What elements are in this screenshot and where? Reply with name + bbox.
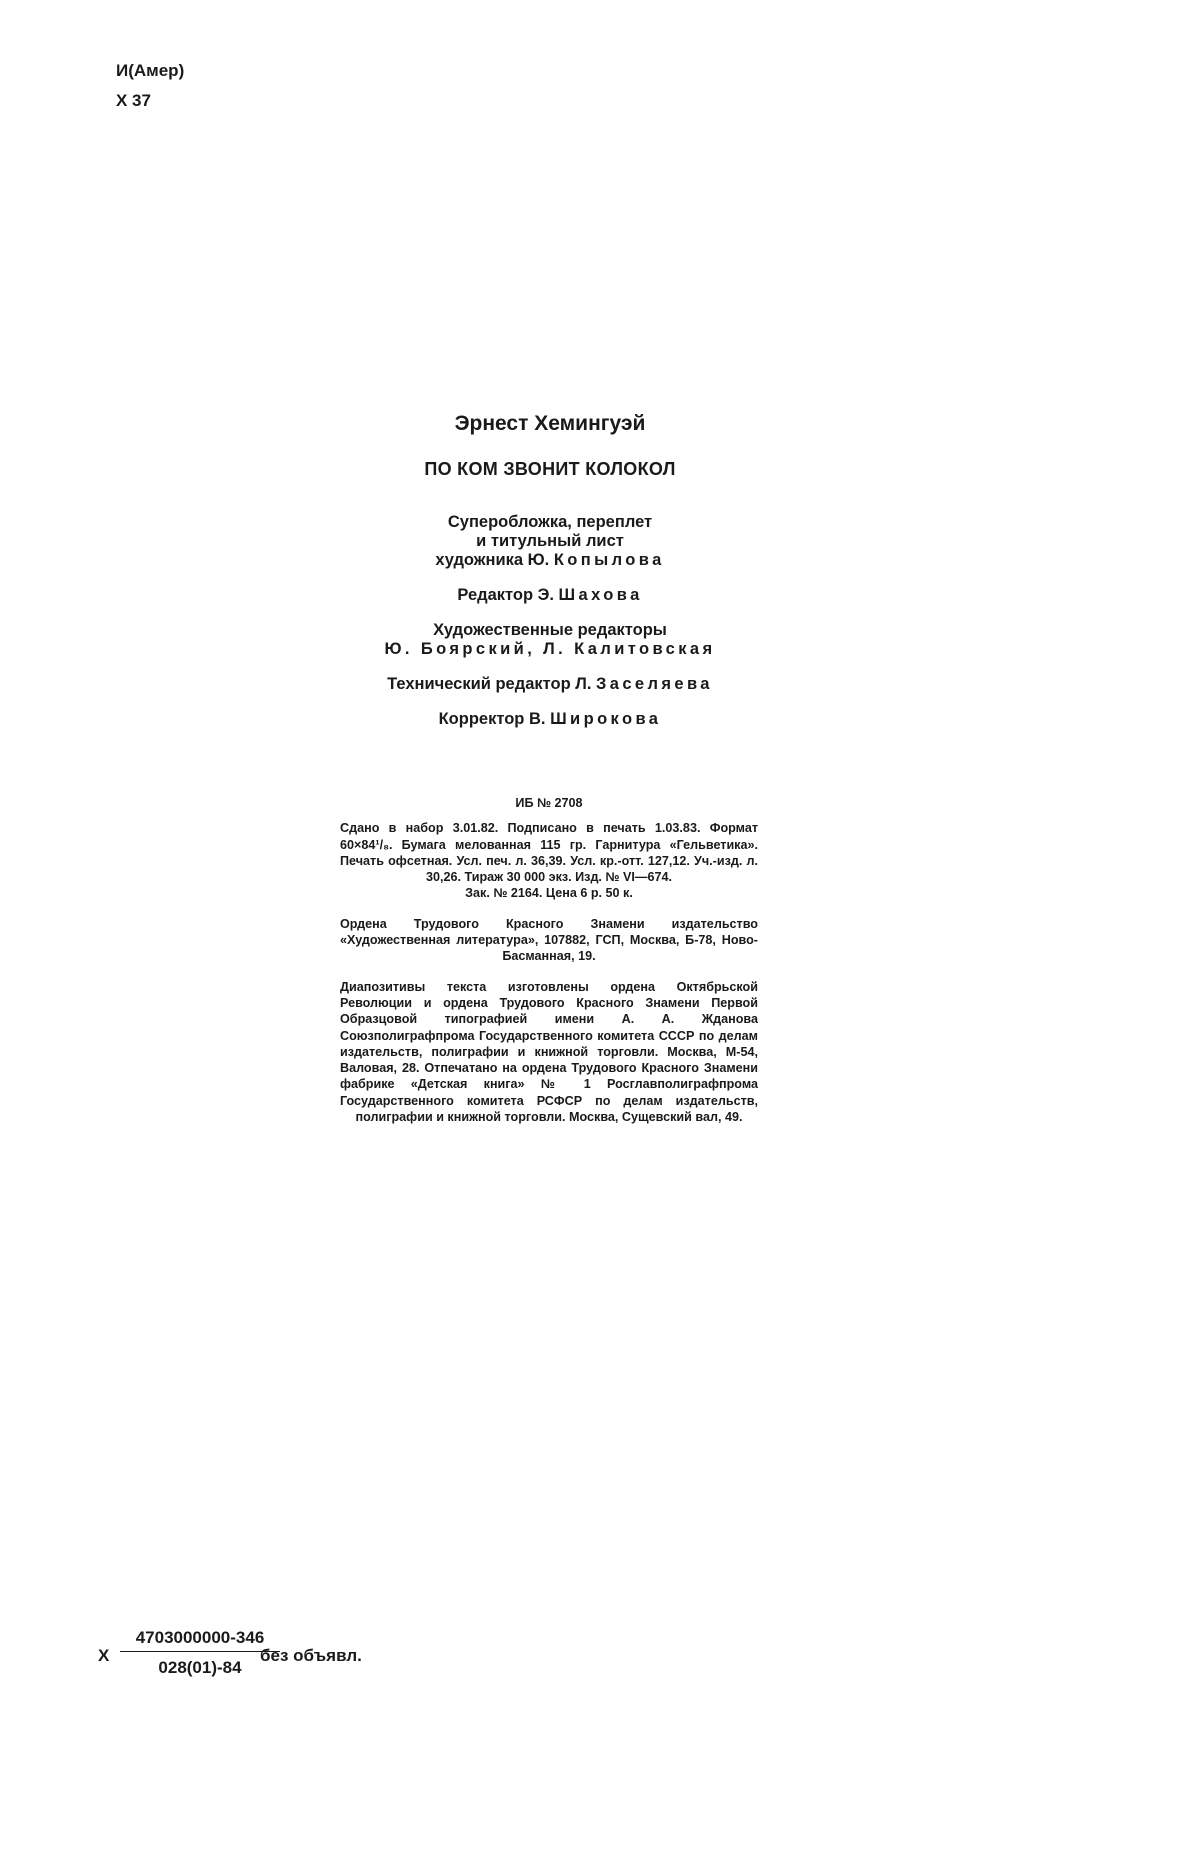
editor-credit: Редактор Э. Шахова bbox=[457, 586, 643, 604]
bbk-line-1: И(Амер) bbox=[116, 61, 185, 80]
cover-credit: Суперобложка, переплет и титульный лист художника Ю. Копылова bbox=[435, 513, 665, 569]
corrector-credit: Корректор В. Широкова bbox=[438, 710, 662, 728]
print-info: Сдано в набор 3.01.82. Подписано в печать 1.03.83. Формат 60×84¹/₈. Бумага мелованная 115 гр. Гарнитура «Гельветика». Печать офсетная. Усл. печ. л. 36,39. Усл. кр.-отт. 127,12. Уч.-изд. л. 30,26. Тираж 30 000 экз. Изд. № VI—674. bbox=[340, 821, 758, 885]
publisher-info: Ордена Трудового Красного Знамени издательство «Художественная литература», 107882, ГСП, Москва, Б-78, Ново-Басманная, 19. bbox=[340, 916, 758, 964]
printer-info: Диапозитивы текста изготовлены ордена Октябрьской Революции и ордена Трудового Красного Знамени Первой Образцовой типографией имени А. А. Жданова Союзполиграфпрома Государственного комитета СССР по делам издательств, полиграфии и книжной торговли. Москва, М-54, Валовая, 28. Отпечатано на ордена Трудового Красного Знамени фабрике «Детская книга» № 1 Росглавполиграфпрома Государственного комитета РСФСР по делам издательств, полиграфии и книжной торговли. Москва, Сущевский вал, 49. bbox=[340, 979, 758, 1125]
art-editors-credit: Художественные редакторы Ю. Боярский, Л. Калитовская bbox=[300, 621, 800, 659]
order-price: Зак. № 2164. Цена 6 р. 50 к. bbox=[465, 886, 633, 901]
book-title: ПО КОМ ЗВОНИТ КОЛОКОЛ bbox=[424, 459, 676, 479]
imprint-details bbox=[340, 795, 758, 1139]
editor-name: Шахова bbox=[558, 586, 643, 604]
code-denominator: 028(01)-84 bbox=[158, 1658, 242, 1677]
author-name: Эрнест Хемингуэй bbox=[454, 412, 646, 435]
bbk-index bbox=[116, 56, 184, 116]
code-numerator: 4703000000-346 bbox=[120, 1628, 280, 1652]
ib-number: ИБ № 2708 bbox=[515, 796, 583, 810]
cover-artist-name: Копылова bbox=[553, 551, 665, 569]
tech-editor-name: Заселяева bbox=[596, 675, 713, 693]
corrector-name: Широкова bbox=[550, 710, 662, 728]
art-editors-names: Ю. Боярский, Л. Калитовская bbox=[384, 640, 716, 658]
tech-editor-credit: Технический редактор Л. Заселяева bbox=[387, 675, 713, 693]
credits bbox=[300, 412, 800, 745]
code-note: без объявл. bbox=[260, 1646, 362, 1665]
bbk-line-2: Х 37 bbox=[116, 91, 151, 110]
code-prefix: Х bbox=[98, 1646, 110, 1665]
